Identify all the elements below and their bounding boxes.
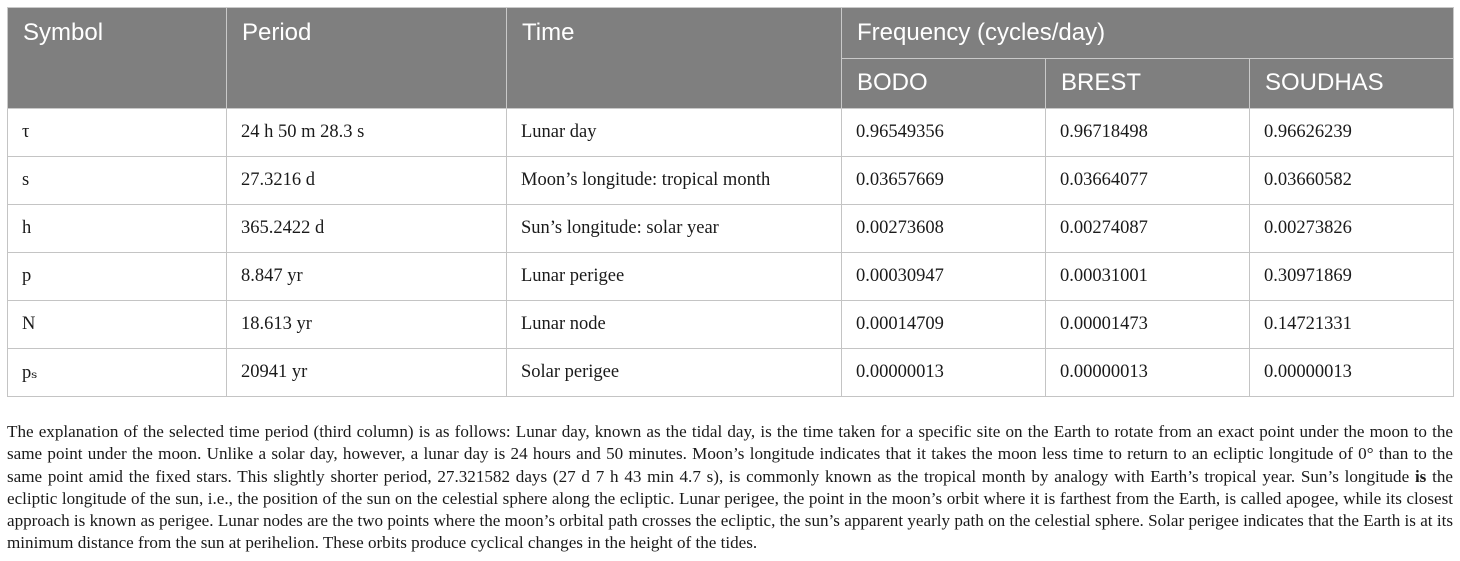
- table-row: [8, 157, 1454, 205]
- cell-time: Moon’s longitude: tropical month: [507, 157, 842, 205]
- header-time: Time: [507, 8, 842, 109]
- header-bodo: BODO: [842, 59, 1046, 109]
- table-row: [8, 253, 1454, 301]
- cell-bodo: 0.96549356: [842, 109, 1046, 157]
- header-row: [8, 8, 1454, 59]
- cell-period: 8.847 yr: [227, 253, 507, 301]
- table-header: [8, 8, 1454, 109]
- cell-brest: 0.96718498: [1046, 109, 1250, 157]
- cell-period: 27.3216 d: [227, 157, 507, 205]
- cell-period: 365.2422 d: [227, 205, 507, 253]
- cell-time: Lunar node: [507, 301, 842, 349]
- table-row: [8, 109, 1454, 157]
- table-footnote: [7, 421, 1453, 554]
- cell-soudhas: 0.96626239: [1250, 109, 1454, 157]
- cell-symbol: N: [8, 301, 227, 349]
- tidal-constituents-table: [7, 7, 1454, 397]
- header-period: Period: [227, 8, 507, 109]
- cell-symbol: h: [8, 205, 227, 253]
- cell-bodo: 0.00273608: [842, 205, 1046, 253]
- cell-time: Solar perigee: [507, 349, 842, 397]
- cell-bodo: 0.03657669: [842, 157, 1046, 205]
- cell-brest: 0.00000013: [1046, 349, 1250, 397]
- table-row: [8, 205, 1454, 253]
- cell-soudhas: 0.00000013: [1250, 349, 1454, 397]
- header-soudhas: SOUDHAS: [1250, 59, 1454, 109]
- cell-time: Sun’s longitude: solar year: [507, 205, 842, 253]
- cell-period: 20941 yr: [227, 349, 507, 397]
- cell-soudhas: 0.03660582: [1250, 157, 1454, 205]
- cell-soudhas: 0.00273826: [1250, 205, 1454, 253]
- cell-period: 18.613 yr: [227, 301, 507, 349]
- cell-symbol: τ: [8, 109, 227, 157]
- cell-brest: 0.00001473: [1046, 301, 1250, 349]
- cell-brest: 0.00274087: [1046, 205, 1250, 253]
- header-frequency: Frequency (cycles/day): [842, 8, 1454, 59]
- header-brest: BREST: [1046, 59, 1250, 109]
- cell-time: Lunar perigee: [507, 253, 842, 301]
- cell-time: Lunar day: [507, 109, 842, 157]
- table-row: [8, 301, 1454, 349]
- footnote-part-1: The explanation of the selected time period (third column) is as follows: Lunar day, known as the tidal day, is the time taken for a specific site on the Earth to rotate from an exact point under the moon to the same point under the moon. Unlike a solar day, however, a lunar day is 24 hours and 50 minutes. Moon’s longitude indicates that it takes the moon less time to return to an ecliptic longitude of 0° than to the same point amid the fixed stars. This slightly shorter period, 27.321582 days (27 d 7 h 43 min 4.7 s), is commonly known as the tropical month by analogy with Earth’s tropical year. Sun’s longitude: [7, 422, 1453, 486]
- cell-symbol: p: [8, 253, 227, 301]
- cell-brest: 0.00031001: [1046, 253, 1250, 301]
- footnote-part-2: the ecliptic longitude of the sun, i.e., the position of the sun on the celestial sphere along the ecliptic. Lunar perigee, the point in the moon’s orbit where it is farthest from the Earth, is called apogee, while its closest approach is known as perigee. Lunar nodes are the two points where the moon’s orbital path crosses the ecliptic, the sun’s apparent yearly path on the celestial sphere. Solar perigee indicates that the Earth is at its minimum distance from the sun at perihelion. These orbits produce cyclical changes in the height of the tides.: [7, 466, 1453, 553]
- cell-period: 24 h 50 m 28.3 s: [227, 109, 507, 157]
- cell-bodo: 0.00000013: [842, 349, 1046, 397]
- header-symbol: Symbol: [8, 8, 227, 109]
- cell-soudhas: 0.30971869: [1250, 253, 1454, 301]
- cell-soudhas: 0.14721331: [1250, 301, 1454, 349]
- table-container: [7, 7, 1453, 397]
- table-row: [8, 349, 1454, 397]
- cell-bodo: 0.00030947: [842, 253, 1046, 301]
- cell-symbol: s: [8, 157, 227, 205]
- table-body: [8, 109, 1454, 397]
- footnote-bold-word: is: [1414, 466, 1427, 486]
- cell-symbol: pₛ: [8, 349, 227, 397]
- cell-brest: 0.03664077: [1046, 157, 1250, 205]
- cell-bodo: 0.00014709: [842, 301, 1046, 349]
